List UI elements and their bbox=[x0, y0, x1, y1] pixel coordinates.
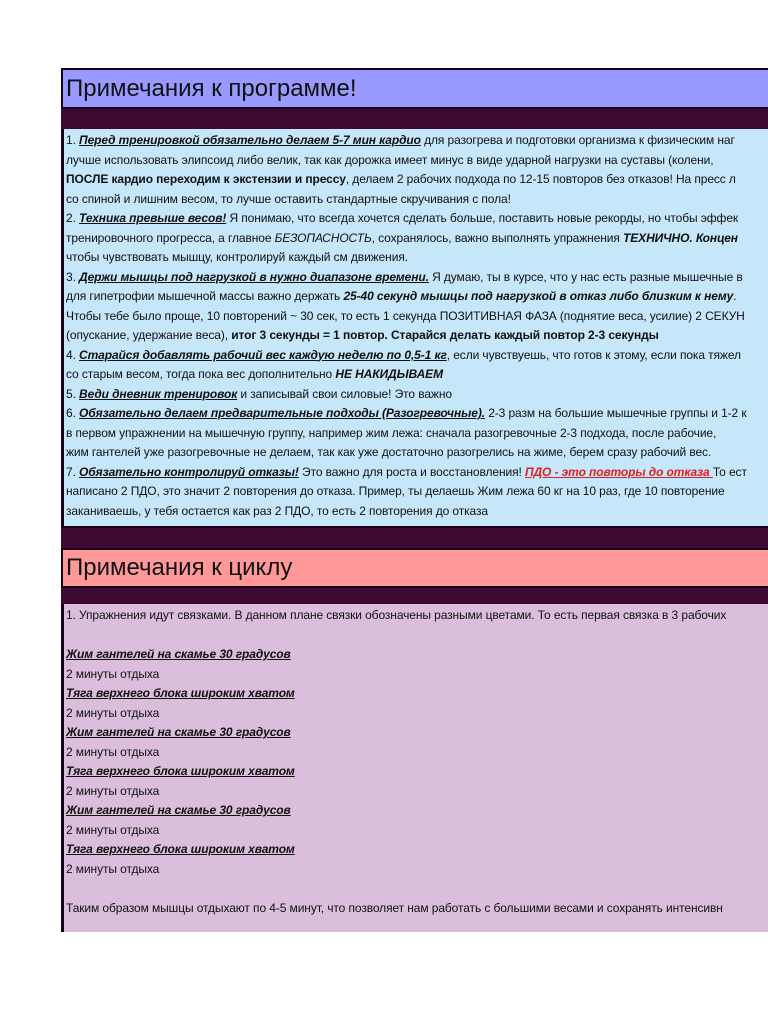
section-divider bbox=[61, 528, 768, 548]
spreadsheet-page bbox=[61, 68, 768, 932]
exercise-name: Тяга верхнего блока широким хватом bbox=[66, 842, 295, 856]
header-divider bbox=[61, 109, 768, 129]
note-line: написано 2 ПДО, это значит 2 повторения до отказа. Пример, ты делаешь Жим лежа 60 кг на 10 раз, где 10 повторение bbox=[66, 484, 725, 498]
note-line: 6. Обязательно делаем предварительные подходы (Разогревочные). 2-3 разм на большие мышечные группы и 1-2 к bbox=[66, 406, 747, 420]
rest-time: 2 минуты отдыха bbox=[66, 861, 160, 876]
cycle-notes-title: Примечания к циклу bbox=[66, 554, 293, 581]
exercise-name: Тяга верхнего блока широким хватом bbox=[66, 686, 295, 700]
note-line: 2. Техника превыше весов! Я понимаю, что всегда хочется сделать больше, поставить новые рекорды, но чтобы эффек bbox=[66, 211, 739, 225]
note-line: 5. Веди дневник тренировок и записывай свои силовые! Это важно bbox=[66, 386, 452, 401]
note-line: чтобы чувствовать мышцу, контролируй каждый см движения. bbox=[66, 250, 408, 264]
cycle-notes-header bbox=[61, 548, 768, 588]
header-divider bbox=[61, 588, 768, 604]
note-line: Чтобы тебе было проще, 10 повторений ~ 30 сек, то есть 1 секунда ПОЗИТИВНАЯ ФАЗА (поднятие веса, усилие) 2 СЕКУН bbox=[66, 308, 745, 323]
rest-time: 2 минуты отдыха bbox=[66, 783, 160, 798]
cycle-intro: 1. Упражнения идут связками. В данном плане связки обозначены разными цветами. То есть первая связка в 3 рабочих bbox=[66, 608, 727, 622]
note-line: 4. Старайся добавлять рабочий вес каждую неделю по 0,5-1 кг, если чувствуешь, что готов к этому, если пока тяжел bbox=[66, 347, 741, 362]
rest-time: 2 минуты отдыха bbox=[66, 744, 160, 759]
note-line: 7. Обязательно контролируй отказы! Это важно для роста и восстановления! ПДО - это повторы до отказа То ест bbox=[66, 464, 747, 479]
program-notes-header bbox=[61, 68, 768, 109]
note-line: лучше использовать элипсоид либо велик, так как дорожка имеет минус в виде ударной нагрузки на суставы (колени, bbox=[66, 152, 714, 167]
exercise-name: Жим гантелей на скамье 30 градусов bbox=[66, 803, 291, 817]
cycle-notes-block bbox=[61, 604, 768, 932]
cycle-outro: Таким образом мышцы отдыхают по 4-5 минут, что позволяет нам работать с большими весами и сохранять интенсивн bbox=[66, 900, 723, 915]
note-line: ПОСЛЕ кардио переходим к экстензии и прессу, делаем 2 рабочих подхода по 12-15 повторов без отказов! На пресс л bbox=[66, 172, 736, 186]
rest-time: 2 минуты отдыха bbox=[66, 822, 160, 837]
note-line: заканиваешь, у тебя остается как раз 2 ПДО, то есть 2 повторения до отказа bbox=[66, 503, 488, 518]
blank-row bbox=[66, 879, 768, 899]
exercise-name: Тяга верхнего блока широким хватом bbox=[66, 764, 295, 778]
note-line: для гипетрофии мышечной массы важно держать 25-40 секунд мышцы под нагрузкой в отказ либо близким к нему. bbox=[66, 289, 737, 303]
blank-row bbox=[66, 626, 768, 646]
note-line: со спиной и лишним весом, то лучше оставить стандартные скручивания с пола! bbox=[66, 191, 511, 206]
program-notes-title: Примечания к программе! bbox=[66, 74, 357, 102]
exercise-name: Жим гантелей на скамье 30 градусов bbox=[66, 647, 291, 661]
note-line: 1. Перед тренировкой обязательно делаем 5-7 мин кардио для разогрева и подготовки организма к физическим наг bbox=[66, 133, 735, 147]
rest-time: 2 минуты отдыха bbox=[66, 705, 160, 720]
rest-time: 2 минуты отдыха bbox=[66, 666, 160, 681]
note-line: со старым весом, тогда пока вес дополнительно НЕ НАКИДЫВАЕМ bbox=[66, 367, 443, 381]
note-line: жим гантелей уже разогревочные не делаем, так как уже достаточно разогрелись на жиме, берем сразу рабочий вес. bbox=[66, 445, 712, 459]
program-notes-block bbox=[61, 129, 768, 528]
exercise-name: Жим гантелей на скамье 30 градусов bbox=[66, 725, 291, 739]
note-line: в первом упражнении на мышечную группу, например жим лежа: сначала разогревочные 2-3 подхода, после рабочие, bbox=[66, 425, 717, 440]
note-line: (опускание, удержание веса), итог 3 секунды = 1 повтор. Старайся делать каждый повтор 2-3 секунды bbox=[66, 328, 659, 342]
note-line: тренировочного прогресса, а главное БЕЗОПАСНОСТЬ, сохранялось, важно выполнять упражнения ТЕХНИЧНО. Концен bbox=[66, 230, 738, 245]
note-line: 3. Держи мышцы под нагрузкой в нужно диапазоне времени. Я думаю, ты в курсе, что у нас есть разные мышечные в bbox=[66, 269, 743, 284]
